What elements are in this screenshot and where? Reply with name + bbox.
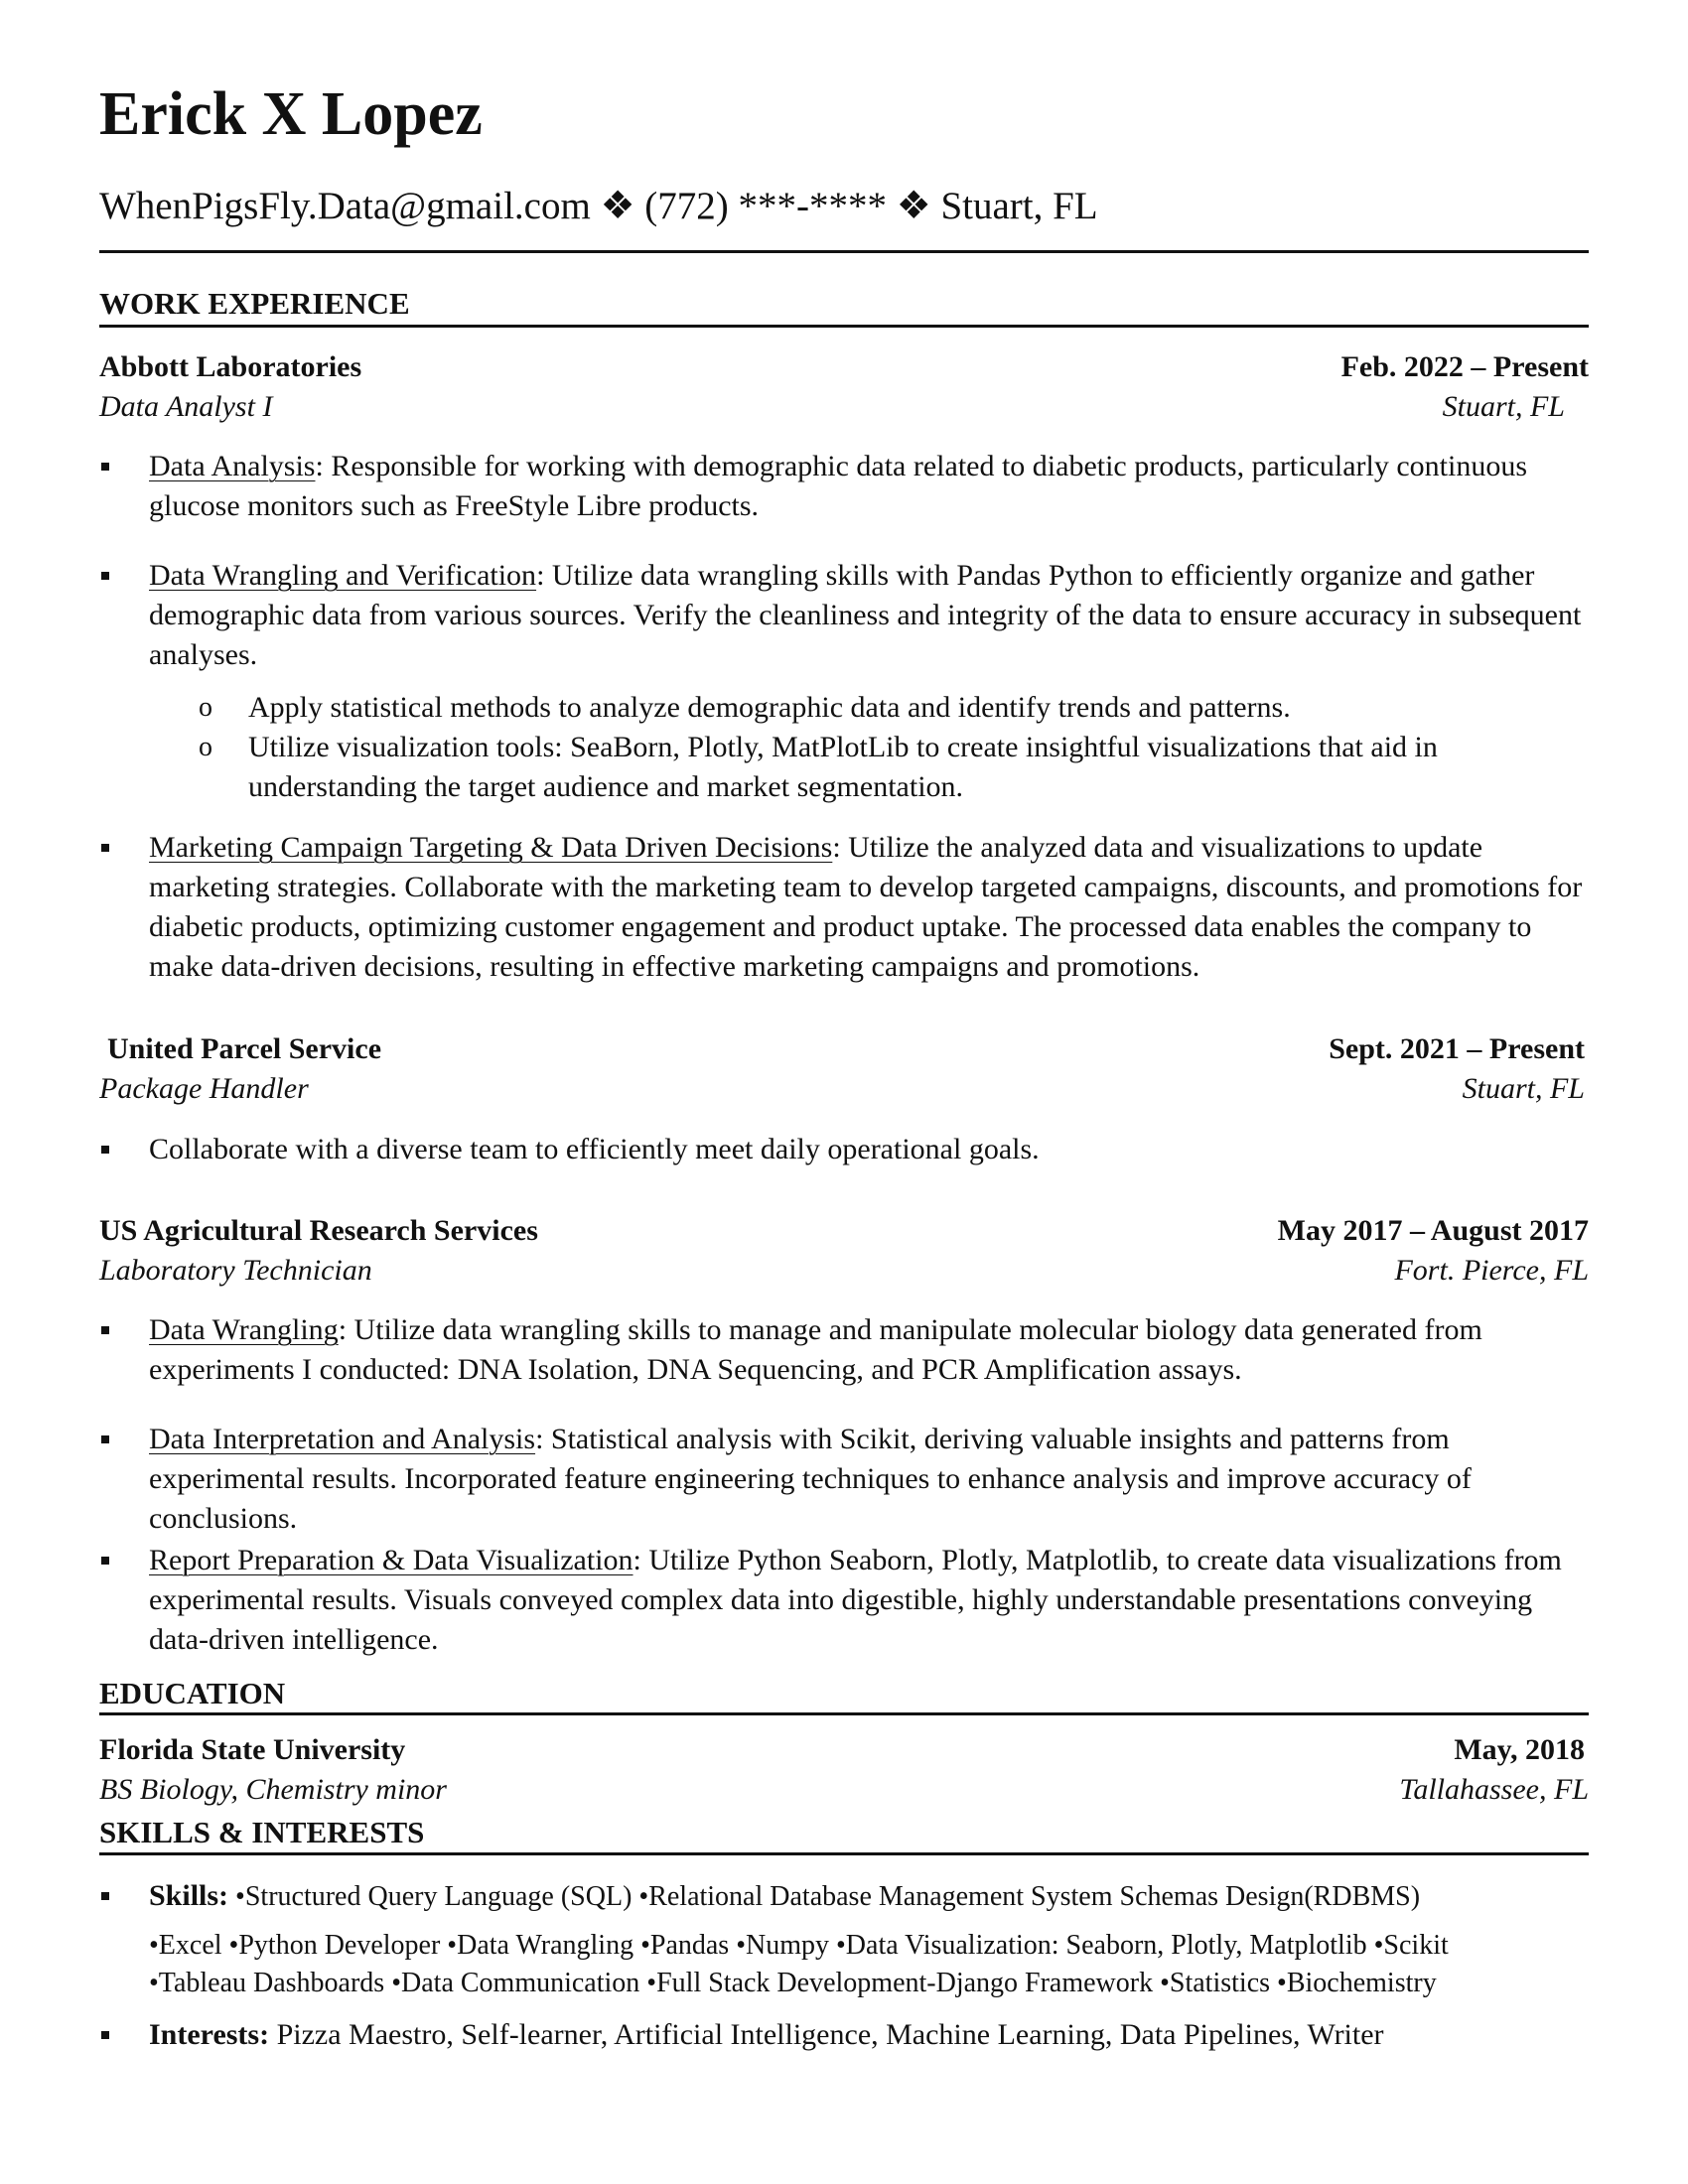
skills-line: •Tableau Dashboards •Data Communication •Full Stack Development-Django Framework •Statistics •Biochemistry: [149, 1968, 1437, 1998]
job-location: Fort. Pierce, FL: [1394, 1254, 1589, 1287]
sub-bullet-item: [99, 728, 1589, 807]
skills-line: •Structured Query Language (SQL) •Relational Database Management System Schemas Design(RDBMS): [235, 1881, 1421, 1912]
bullet-label: Data Wrangling: [149, 1313, 339, 1346]
degree: BS Biology, Chemistry minor: [99, 1773, 447, 1806]
header-divider: [99, 250, 1589, 253]
job-location: Stuart, FL: [1462, 1072, 1585, 1105]
education-divider: [99, 1712, 1589, 1715]
bullet-item: [99, 1310, 1589, 1390]
bullet-label: Report Preparation & Data Visualization: [149, 1544, 633, 1576]
bullet-text: : Utilize Python Seaborn, Plotly, Matplotlib, to create data visualizations from experimental results. Visuals conveyed complex data into digestible, highly understandable presentations conveying data-driven intelligence.: [149, 1544, 1562, 1656]
bullet-item: [99, 556, 1589, 675]
bullet-text: : Utilize data wrangling skills to manage and manipulate molecular biology data generated from experiments I conducted: DNA Isolation, DNA Sequencing, and PCR Amplification assays.: [149, 1313, 1482, 1386]
sub-bullet-marker: o: [199, 692, 212, 723]
job-abbott: [99, 347, 1589, 427]
interests-label: Interests:: [149, 2018, 270, 2051]
job-role: Package Handler: [99, 1072, 309, 1105]
bullet-text: Collaborate with a diverse team to efficiently meet daily operational goals.: [149, 1133, 1040, 1165]
bullet-text: : Utilize the analyzed data and visualizations to update marketing strategies. Collaborate with the marketing team to develop targeted campaigns, discounts, and promotions for diabetic products, optimizing customer engagement and product uptake. The processed data enables the company to make data-driven decisions, resulting in effective marketing campaigns and promotions.: [149, 831, 1583, 983]
sub-bullet-text: Apply statistical methods to analyze demographic data and identify trends and patterns.: [248, 691, 1291, 724]
skills-heading: SKILLS & INTERESTS: [99, 1815, 425, 1849]
job-location: Stuart, FL: [1442, 390, 1565, 423]
job-dates: Feb. 2022 – Present: [1340, 350, 1589, 383]
skills-item: [99, 1876, 1589, 2002]
interests-text: Pizza Maestro, Self-learner, Artificial Intelligence, Machine Learning, Data Pipelines, Writer: [276, 2018, 1384, 2051]
interests-item: [99, 2015, 1589, 2055]
skills-label: Skills:: [149, 1879, 229, 1912]
skills-line: •Excel •Python Developer •Data Wrangling •Pandas •Numpy •Data Visualization: Seaborn, Plotly, Matplotlib •Scikit: [149, 1930, 1449, 1961]
job-role: Laboratory Technician: [99, 1254, 372, 1287]
bullet-text: : Responsible for working with demographic data related to diabetic products, particularly continuous glucose monitors such as FreeStyle Libre products.: [149, 450, 1527, 522]
job-company: US Agricultural Research Services: [99, 1214, 538, 1247]
bullet-item: [99, 1420, 1589, 1539]
bullet-label: Data Interpretation and Analysis: [149, 1423, 536, 1455]
sub-bullet-item: [99, 688, 1589, 728]
job-usda: [99, 1211, 1589, 1291]
job-company: Abbott Laboratories: [99, 350, 362, 383]
bullet-label: Data Analysis: [149, 450, 316, 482]
job-ups: [99, 1029, 1589, 1109]
bullet-label: Marketing Campaign Targeting & Data Driven Decisions: [149, 831, 833, 864]
job-dates: Sept. 2021 – Present: [1329, 1032, 1585, 1065]
education-heading: EDUCATION: [99, 1676, 286, 1710]
job-company: United Parcel Service: [107, 1032, 382, 1065]
education-entry: [99, 1730, 1589, 1810]
bullet-label: Data Wrangling and Verification: [149, 559, 537, 592]
bullet-item: [99, 1130, 1589, 1169]
job-role: Data Analyst I: [99, 390, 273, 423]
work-experience-heading: WORK EXPERIENCE: [99, 286, 410, 321]
bullet-item: [99, 828, 1589, 987]
skills-divider: [99, 1852, 1589, 1855]
graduation-date: May, 2018: [1454, 1733, 1585, 1766]
sub-bullet-text: Utilize visualization tools: SeaBorn, Plotly, MatPlotLib to create insightful visualizations that aid in understanding the target audience and market segmentation.: [248, 731, 1438, 803]
candidate-name: Erick X Lopez: [99, 80, 483, 148]
contact-line: WhenPigsFly.Data@gmail.com ❖ (772) ***-**** ❖ Stuart, FL: [99, 185, 1098, 227]
school-location: Tallahassee, FL: [1399, 1773, 1589, 1806]
school-name: Florida State University: [99, 1733, 406, 1766]
job-dates: May 2017 – August 2017: [1277, 1214, 1589, 1247]
bullet-text: : Utilize data wrangling skills with Pandas Python to efficiently organize and gather demographic data from various sources. Verify the cleanliness and integrity of the data to ensure accuracy in subsequent analyses.: [149, 559, 1582, 671]
work-divider: [99, 325, 1589, 328]
bullet-item: [99, 447, 1589, 526]
sub-bullet-marker: o: [199, 732, 212, 762]
bullet-text: : Statistical analysis with Scikit, deriving valuable insights and patterns from experimental results. Incorporated feature engineering techniques to enhance analysis and improve accuracy of conclusions.: [149, 1423, 1472, 1535]
bullet-item: [99, 1541, 1589, 1660]
